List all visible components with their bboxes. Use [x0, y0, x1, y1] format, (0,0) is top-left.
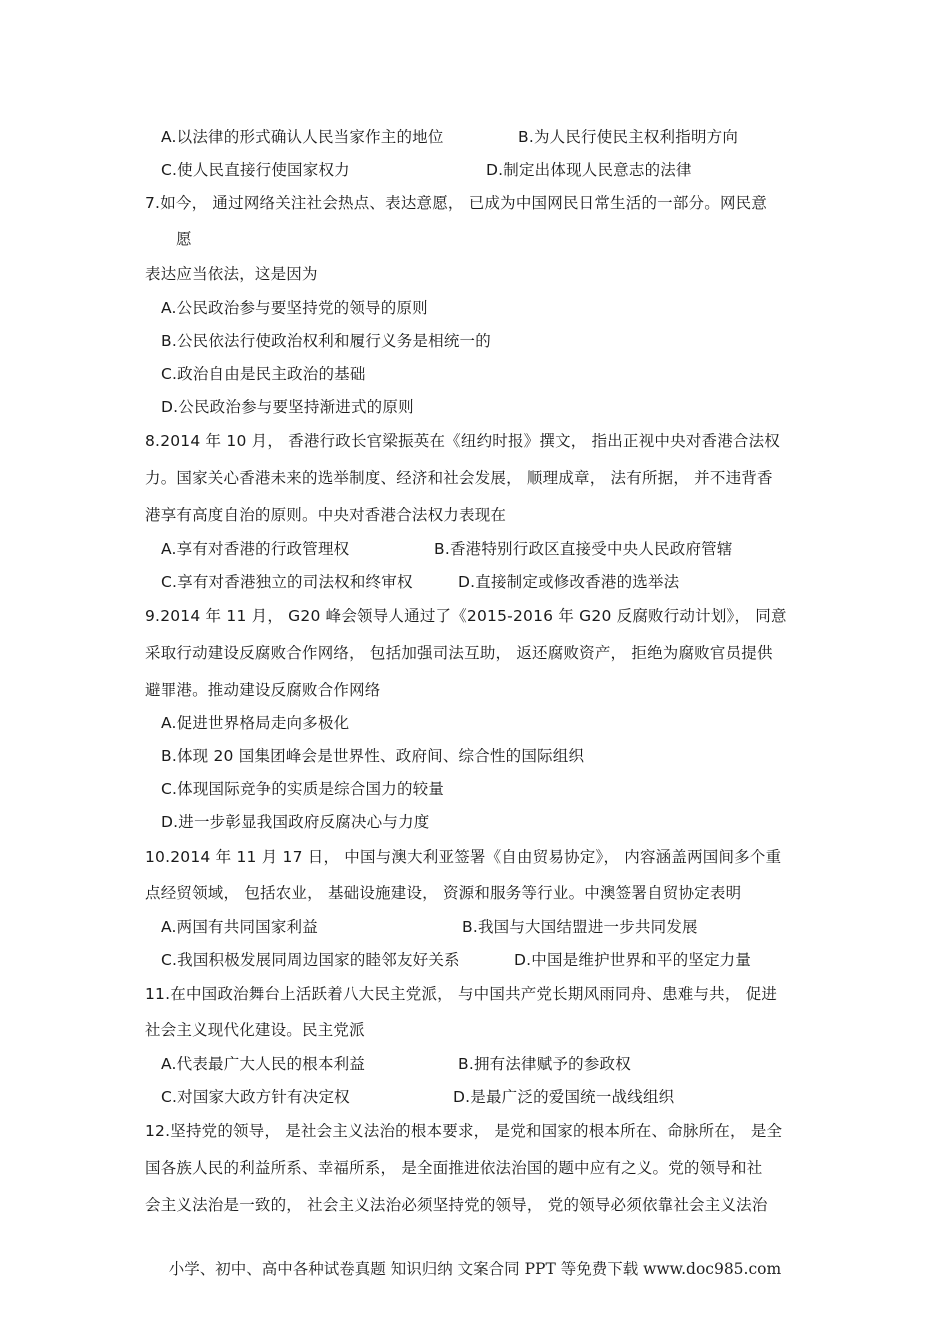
q8-stem-line3: 港享有高度自治的原则。中央对香港合法权力表现在: [145, 506, 507, 524]
q8-stem-line2: 力。国家关心香港未来的选举制度、经济和社会发展， 顺理成章， 法有所据， 并不违背香: [145, 469, 773, 487]
q9-option-a: A.促进世界格局走向多极化: [161, 714, 350, 732]
q11-option-b: B.拥有法律赋予的参政权: [458, 1055, 631, 1073]
q8-stem-line1: 8.2014 年 10 月， 香港行政长官梁振英在《纽约时报》撰文， 指出正视中央对香港合法权: [145, 432, 780, 450]
q6-option-d: D.制定出体现人民意志的法律: [486, 161, 692, 179]
q9-option-c: C.体现国际竞争的实质是综合国力的较量: [161, 780, 445, 798]
q11-option-c: C.对国家大政方针有决定权: [161, 1088, 350, 1106]
q11-option-a: A.代表最广大人民的根本利益: [161, 1055, 366, 1073]
q7-stem-line3: 表达应当依法，这是因为: [145, 265, 318, 283]
page-footer: 小学、初中、高中各种试卷真题 知识归纳 文案合同 PPT 等免费下载 www.doc985.com: [168, 1260, 782, 1278]
q10-option-a: A.两国有共同国家利益: [161, 918, 318, 936]
q10-option-b: B.我国与大国结盟进一步共同发展: [462, 918, 698, 936]
q8-option-b: B.香港特别行政区直接受中央人民政府管辖: [434, 540, 733, 558]
q11-option-d: D.是最广泛的爱国统一战线组织: [453, 1088, 675, 1106]
q12-stem-line1: 12.坚持党的领导， 是社会主义法治的根本要求， 是党和国家的根本所在、命脉所在， 是全: [145, 1122, 783, 1140]
q7-stem-line2: 愿: [176, 230, 192, 248]
q9-stem-line2: 采取行动建设反腐败合作网络， 包括加强司法互助， 返还腐败资产， 拒绝为腐败官员提供: [145, 644, 773, 662]
q6-option-a: A.以法律的形式确认人民当家作主的地位: [161, 128, 444, 146]
q10-option-d: D.中国是维护世界和平的坚定力量: [514, 951, 752, 969]
q7-option-d: D.公民政治参与要坚持渐进式的原则: [161, 398, 414, 416]
q12-stem-line3: 会主义法治是一致的， 社会主义法治必须坚持党的领导， 党的领导必须依靠社会主义法治: [145, 1196, 768, 1214]
q9-stem-line3: 避罪港。推动建设反腐败合作网络: [145, 681, 381, 699]
q12-stem-line2: 国各族人民的利益所系、幸福所系， 是全面推进依法治国的题中应有之义。党的领导和社: [145, 1159, 763, 1177]
q11-stem-line1: 11.在中国政治舞台上活跃着八大民主党派， 与中国共产党长期风雨同舟、患难与共， 促进: [145, 985, 778, 1003]
q6-option-c: C.使人民直接行使国家权力: [161, 161, 350, 179]
q10-stem-line2: 点经贸领域， 包括农业， 基础设施建设， 资源和服务等行业。中澳签署自贸协定表明: [145, 884, 742, 902]
q10-option-c: C.我国积极发展同周边国家的睦邻友好关系: [161, 951, 460, 969]
q6-option-b: B.为人民行使民主权利指明方向: [518, 128, 739, 146]
q8-option-c: C.享有对香港独立的司法权和终审权: [161, 573, 413, 591]
q8-option-a: A.享有对香港的行政管理权: [161, 540, 350, 558]
q7-option-a: A.公民政治参与要坚持党的领导的原则: [161, 299, 428, 317]
q7-stem-line1: 7.如今， 通过网络关注社会热点、表达意愿， 已成为中国网民日常生活的一部分。网民意: [145, 194, 768, 212]
q8-option-d: D.直接制定或修改香港的选举法: [458, 573, 680, 591]
q7-option-b: B.公民依法行使政治权利和履行义务是相统一的: [161, 332, 491, 350]
q9-option-b: B.体现 20 国集团峰会是世界性、政府间、综合性的国际组织: [161, 747, 585, 765]
q9-stem-line1: 9.2014 年 11 月， G20 峰会领导人通过了《2015-2016 年 G20 反腐败行动计划》， 同意: [145, 607, 787, 625]
q10-stem-line1: 10.2014 年 11 月 17 日， 中国与澳大利亚签署《自由贸易协定》， 内容涵盖两国间多个重: [145, 848, 782, 866]
q11-stem-line2: 社会主义现代化建设。民主党派: [145, 1021, 365, 1039]
q9-option-d: D.进一步彰显我国政府反腐决心与力度: [161, 813, 430, 831]
q7-option-c: C.政治自由是民主政治的基础: [161, 365, 366, 383]
